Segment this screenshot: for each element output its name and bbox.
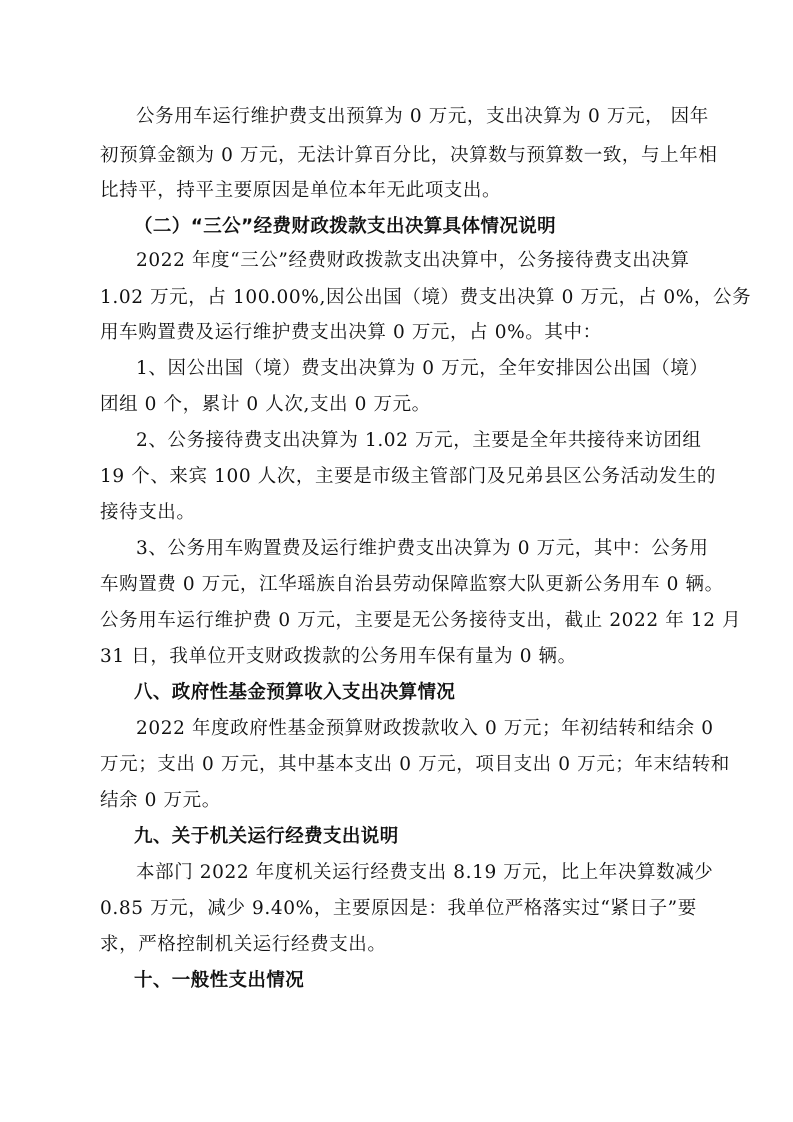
paragraph-line: 初预算金额为 0 万元，无法计算百分比，决算数与预算数一致，与上年相 — [100, 145, 718, 166]
paragraph-line: 万元；支出 0 万元，其中基本支出 0 万元，项目支出 0 万元；年末结转和 — [100, 754, 730, 775]
paragraph-line: 2、公务接待费支出决算为 1.02 万元，主要是全年共接待来访团组 — [136, 430, 702, 451]
paragraph-line: 2022 年度“三公”经费财政拨款支出决算中，公务接待费支出决算 — [136, 250, 690, 271]
paragraph-line: 公务用车运行维护费支出预算为 0 万元，支出决算为 0 万元， 因年 — [136, 106, 709, 127]
paragraph-line: 2022 年度政府性基金预算财政拨款收入 0 万元；年初结转和结余 0 — [136, 718, 714, 739]
paragraph-line: 求，严格控制机关运行经费支出。 — [100, 934, 387, 955]
section-heading: （二）“三公”经费财政拨款支出决算具体情况说明 — [134, 216, 557, 237]
paragraph-line: 3、公务用车购置费及运行维护费支出决算为 0 万元，其中：公务用 — [136, 538, 709, 559]
paragraph-line: 1、因公出国（境）费支出决算为 0 万元，全年安排因公出国（境） — [136, 358, 709, 379]
paragraph-line: 0.85 万元，减少 9.40%，主要原因是：我单位严格落实过“紧日子”要 — [100, 898, 697, 919]
paragraph-line: 19 个、来宾 100 人次，主要是市级主管部门及兄弟县区公务活动发生的 — [100, 466, 717, 487]
section-heading: 八、政府性基金预算收入支出决算情况 — [134, 682, 456, 703]
paragraph-line: 团组 0 个，累计 0 人次,支出 0 万元。 — [100, 394, 431, 415]
paragraph-line: 结余 0 万元。 — [100, 790, 221, 811]
paragraph-line: 比持平，持平主要原因是单位本年无此项支出。 — [100, 180, 502, 201]
paragraph-line: 本部门 2022 年度机关运行经费支出 8.19 万元，比上年决算数减少 — [136, 862, 714, 883]
paragraph-line: 用车购置费及运行维护费支出决算 0 万元，占 0%。其中： — [100, 322, 602, 343]
paragraph-line: 车购置费 0 万元，江华瑶族自治县劳动保障监察大队更新公务用车 0 辆。 — [100, 574, 724, 595]
paragraph-line: 公务用车运行维护费 0 万元，主要是无公务接待支出，截止 2022 年 12 月 — [100, 610, 742, 631]
paragraph-line: 31 日，我单位开支财政拨款的公务用车保有量为 0 辆。 — [100, 646, 577, 667]
section-heading: 十、一般性支出情况 — [134, 970, 305, 991]
paragraph-line: 1.02 万元，占 100.00%,因公出国（境）费支出决算 0 万元，占 0%，公务 — [100, 287, 752, 308]
section-heading: 九、关于机关运行经费支出说明 — [134, 826, 399, 847]
paragraph-line: 接待支出。 — [100, 502, 196, 523]
